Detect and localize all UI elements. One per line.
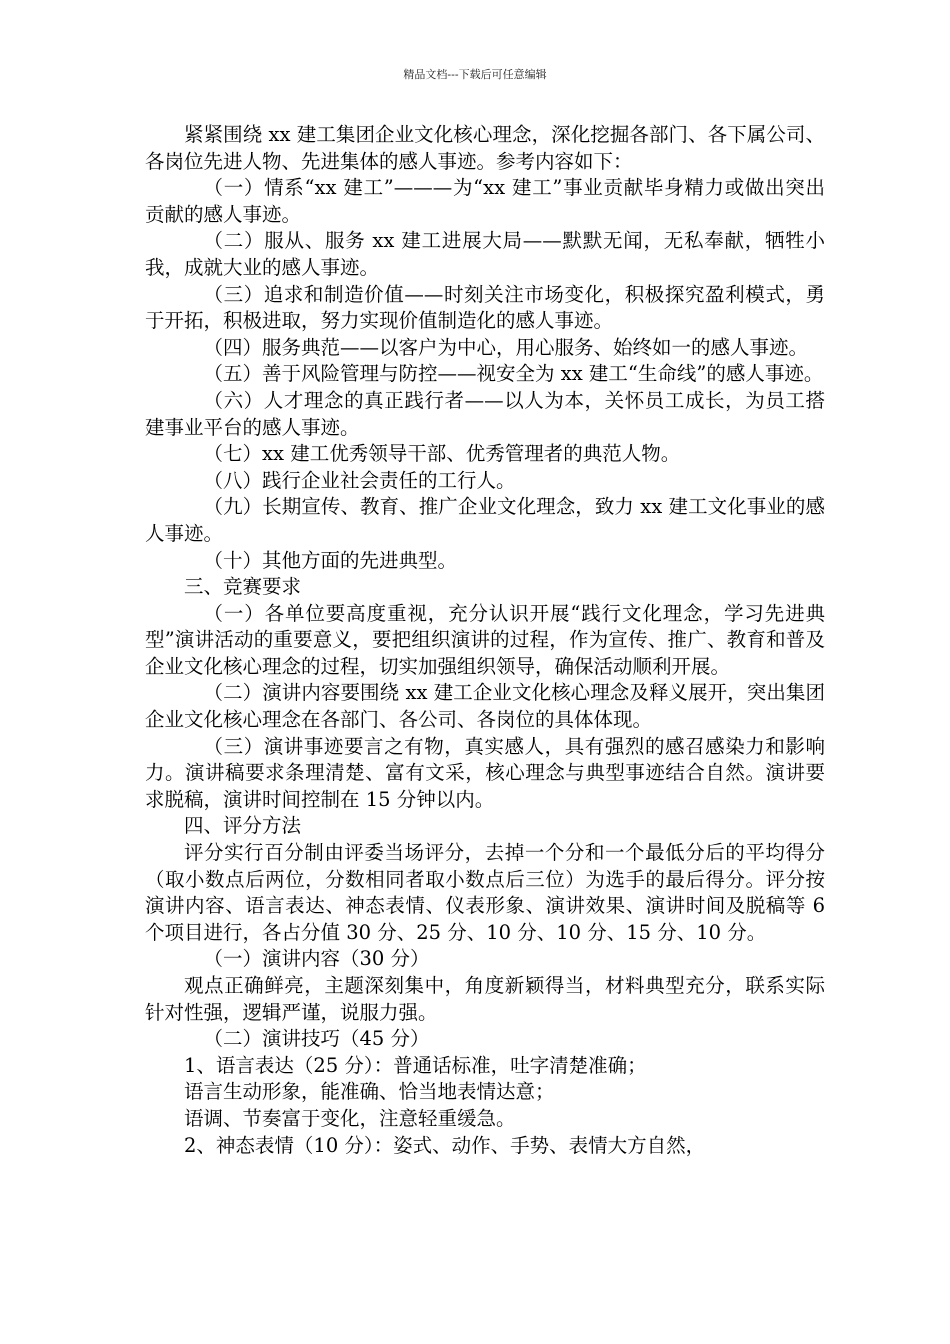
paragraph: 2、神态表情（10 分）：姿式、动作、手势、表情大方自然，: [184, 1133, 706, 1157]
paragraph: （九）长期宣传、教育、推广企业文化理念，致力 xx 建工文化事业的感人事迹。: [145, 495, 825, 545]
paragraph: （七）xx 建工优秀领导干部、优秀管理者的典范人物。: [203, 442, 681, 466]
paragraph: （一）各单位要高度重视，充分认识开展“践行文化理念，学习先进典型”演讲活动的重要意义，要把组织演讲的过程，作为宣传、推广、教育和普及企业文化核心理念的过程，切实加强组织领导，确保活动顺利开展。: [145, 601, 825, 678]
paragraph: （三）追求和制造价值——时刻关注市场变化，积极探究盈利模式，勇于开拓，积极进取，努力实现价值制造化的感人事迹。: [145, 282, 825, 333]
paragraph: 1、语言表达（25 分）：普通话标准，吐字清楚准确；: [184, 1053, 647, 1077]
paragraph: （二）演讲技巧（45 分）: [203, 1027, 430, 1051]
document-body: [145, 122, 825, 1159]
paragraph: 紧紧围绕 xx 建工集团企业文化核心理念，深化挖掘各部门、各下属公司、各岗位先进人物、先进集体的感人事迹。参考内容如下：: [145, 123, 825, 173]
paragraph: 四、评分方法: [184, 814, 302, 838]
paragraph: （四）服务典范——以客户为中心，用心服务、始终如一的感人事迹。: [203, 335, 809, 359]
paragraph: （十）其他方面的先进典型。: [203, 548, 458, 572]
paragraph: （二）服从、服务 xx 建工进展大局——默默无闻，无私奉献，牺牲小我，成就大业的感人事迹。: [145, 229, 825, 279]
paragraph: （二）演讲内容要围绕 xx 建工企业文化核心理念及释义展开，突出集团企业文化核心理念在各部门、各公司、各岗位的具体体现。: [145, 681, 825, 732]
paragraph: （一）演讲内容（30 分）: [203, 947, 430, 971]
paragraph: 评分实行百分制由评委当场评分，去掉一个分和一个最低分后的平均得分（取小数点后两位，分数相同者取小数点后三位）为选手的最后得分。评分按演讲内容、语言表达、神态表情、仪表形象、演讲效果、演讲时间及脱稿等 6 个项目进行，各占分值 30 分、25 分、10 分、10 分、15 分、10 分。: [145, 841, 825, 944]
paragraph: （五）善于风险管理与防控——视安全为 xx 建工“生命线”的感人事迹。: [203, 362, 824, 386]
paragraph: 三、竞赛要求: [184, 575, 302, 599]
paragraph: 观点正确鲜亮，主题深刻集中，角度新颖得当，材料典型充分，联系实际针对性强，逻辑严谨，说服力强。: [145, 974, 825, 1024]
paragraph: （八）践行企业社会责任的工行人。: [203, 468, 516, 492]
paragraph: （六）人才理念的真正践行者——以人为本，关怀员工成长，为员工搭建事业平台的感人事迹。: [145, 388, 825, 439]
page-header: 精品文档---下载后可任意编辑: [403, 68, 547, 81]
paragraph: （三）演讲事迹要言之有物，真实感人，具有强烈的感召感染力和影响力。演讲稿要求条理清楚、富有文采，核心理念与典型事迹结合自然。演讲要求脱稿，演讲时间控制在 15 分钟以内。: [145, 734, 825, 811]
paragraph: 语言生动形象，能准确、恰当地表情达意；: [184, 1080, 555, 1104]
paragraph: （一）情系“xx 建工”———为“xx 建工”事业贡献毕身精力或做出突出贡献的感人事迹。: [145, 176, 825, 226]
paragraph: 语调、节奏富于变化，注意轻重缓急。: [184, 1106, 516, 1130]
